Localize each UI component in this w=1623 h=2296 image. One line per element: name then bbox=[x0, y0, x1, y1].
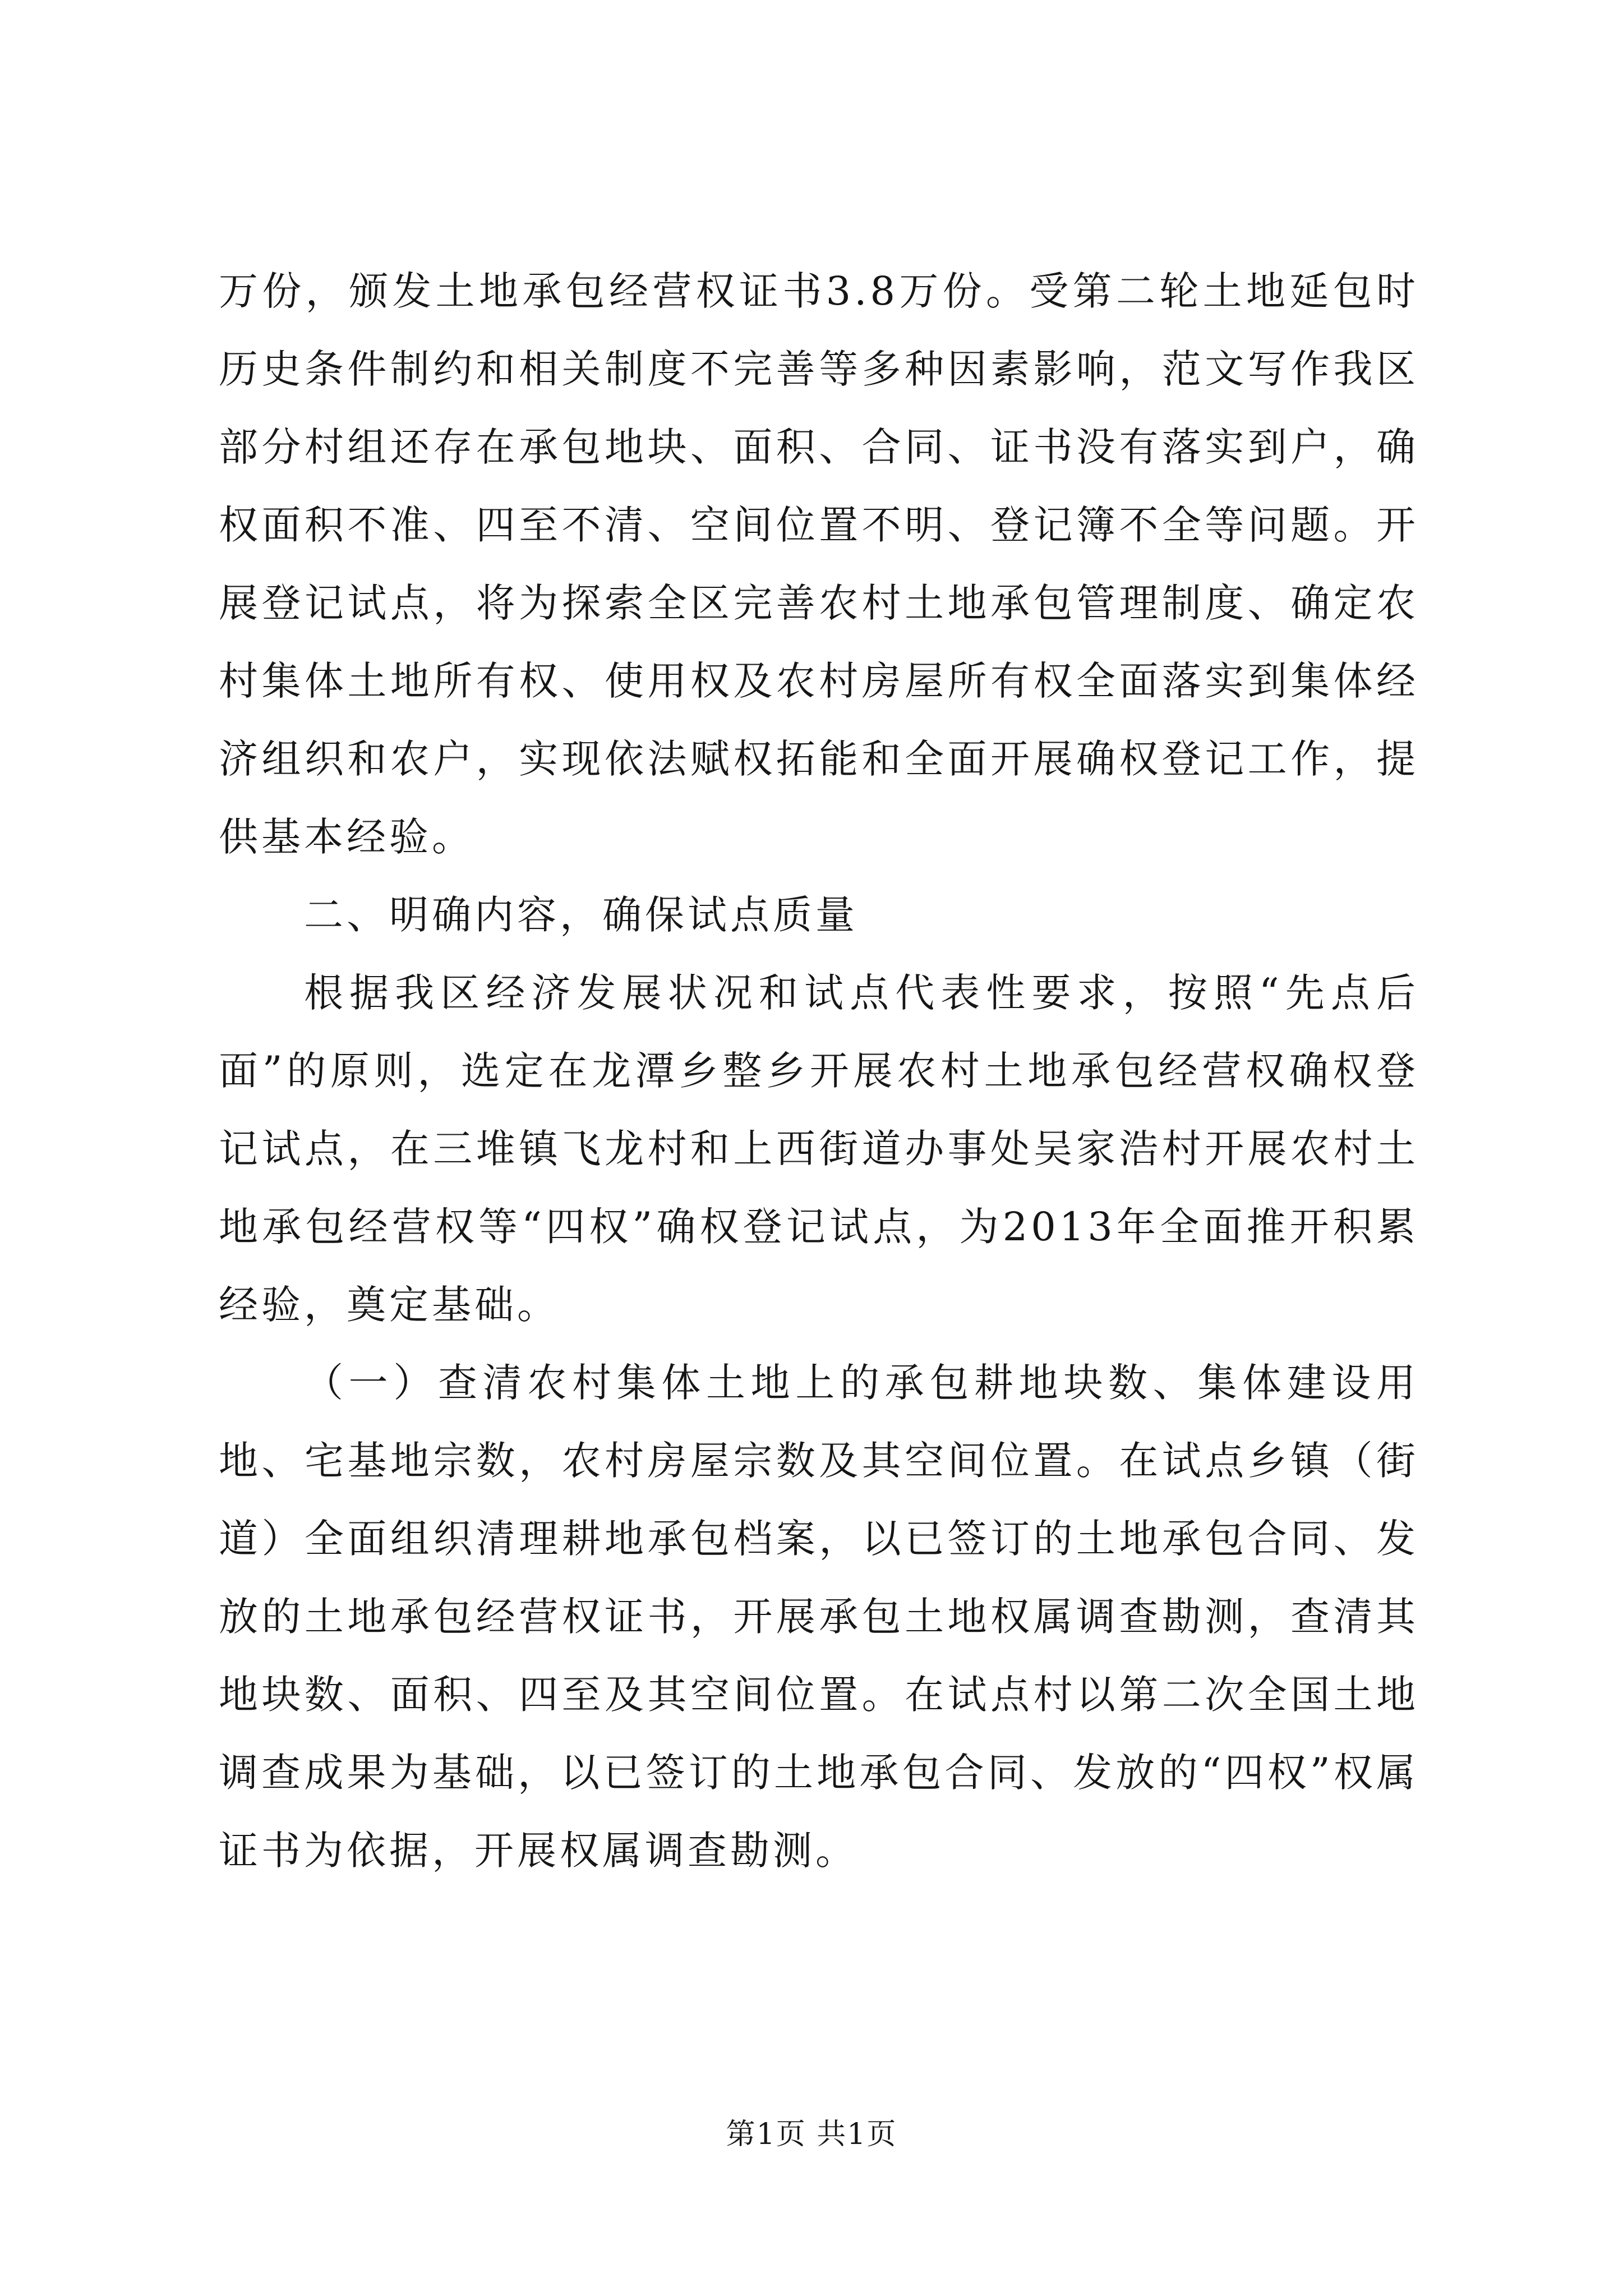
paragraph-continuation: 万份，颁发土地承包经营权证书3.8万份。受第二轮土地延包时历史条件制约和相关制度不完善等多种因素影响，范文写作我区部分村组还存在承包地块、面积、合同、证书没有落实到户，确权面积不准、四至不清、空间位置不明、登记簿不全等问题。开展登记试点，将为探索全区完善农村土地承包管理制度、确定农村集体土地所有权、使用权及农村房屋所有权全面落实到集体经济组织和农户，实现依法赋权拓能和全面开展确权登记工作，提供基本经验。 bbox=[219, 268, 1419, 860]
document-body bbox=[219, 252, 1419, 1890]
page-number-label: 第1页 共1页 bbox=[726, 2118, 897, 2151]
section-heading: 二、明确内容，确保试点质量 bbox=[304, 892, 858, 938]
paragraph-item-one: （一）查清农村集体土地上的承包耕地块数、集体建设用地、宅基地宗数，农村房屋宗数及其空间位置。在试点乡镇（街道）全面组织清理耕地承包档案，以已签订的土地承包合同、发放的土地承包经营权证书，开展承包土地权属调查勘测，查清其地块数、面积、四至及其空间位置。在试点村以第二次全国土地调查成果为基础，以已签订的土地承包合同、发放的“四权”权属证书为依据，开展权属调查勘测。 bbox=[219, 1360, 1419, 1874]
page-footer bbox=[0, 2115, 1623, 2154]
paragraph-pilot-scope: 根据我区经济发展状况和试点代表性要求，按照“先点后面”的原则，选定在龙潭乡整乡开展农村土地承包经营权确权登记试点，在三堆镇飞龙村和上西街道办事处吴家浩村开展农村土地承包经营权等“四权”确权登记试点，为2013年全面推开积累经验，奠定基础。 bbox=[219, 970, 1419, 1328]
